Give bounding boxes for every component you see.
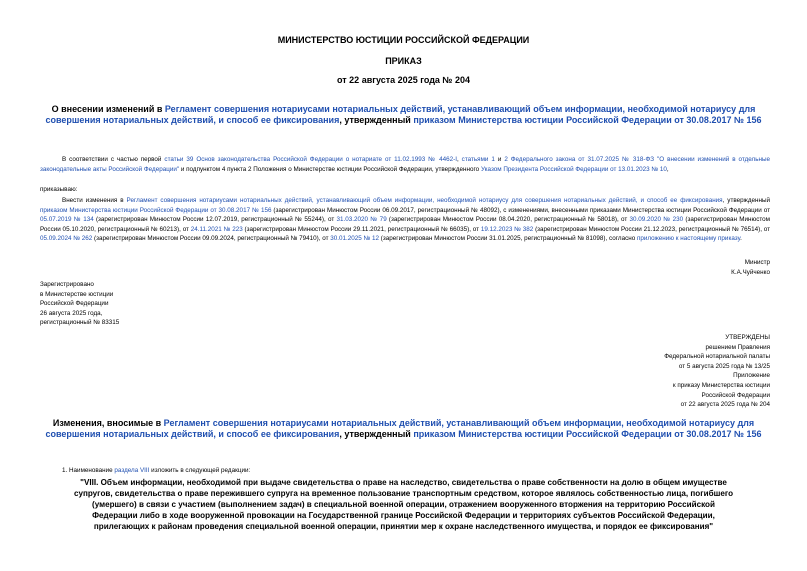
- order-title: [40, 104, 767, 126]
- quote-line: супругов, свидетельства о праве пережившего супруга на временное пользование транспортным средством, которое являлось собственностью лица, погибшего: [73, 489, 734, 498]
- annex-title: [40, 418, 767, 440]
- preamble-text: и подпунктом 4 пункта 2 Положения о Министерстве юстиции Российской Федерации, утвержденного: [179, 165, 481, 173]
- signature-name: К.А.Чуйченко: [731, 268, 770, 276]
- doc-type-heading: ПРИКАЗ: [385, 56, 422, 66]
- quote-line: прилегающих к районам проведения специальной военной операции, принятии мер к охране наследственного имущества, и порядок ее фиксирования": [93, 522, 714, 531]
- ministry-heading: МИНИСТЕРСТВО ЮСТИЦИИ РОССИЙСКОЙ ФЕДЕРАЦИИ: [277, 35, 530, 45]
- preamble-link-federal-law[interactable]: 2 Федерального закона от 31.07.2025 № 318-ФЗ "О внесении изменений в отдельные законодательные акты Российской Федерации": [40, 156, 771, 173]
- clause-text: (зарегистрирован Минюстом России 08.04.2020, регистрационный № 58018), от: [386, 216, 630, 224]
- registration-block: [40, 280, 240, 328]
- registration-line: Российской Федерации: [40, 300, 109, 308]
- section-viii-quote: [0, 477, 807, 532]
- preamble-link-decree[interactable]: Указом Президента Российской Федерации от 13.01.2023 № 10: [480, 165, 667, 173]
- doc-date-heading: от 22 августа 2025 года № 204: [337, 75, 470, 85]
- approval-line: от 5 августа 2025 года № 13/25: [678, 362, 770, 370]
- preamble-text: ,: [666, 165, 669, 173]
- approval-line: Российской Федерации: [701, 391, 770, 399]
- title-link-order-156[interactable]: приказом Министерства юстиции Российской Федерации от 30.08.2017 № 156: [413, 115, 762, 125]
- title-text-1: О внесении изменений в: [51, 104, 165, 114]
- registration-line: регистрационный № 83315: [40, 319, 120, 327]
- item-1: [62, 466, 250, 476]
- clause-link-order-230[interactable]: 30.09.2020 № 230: [629, 216, 684, 224]
- clause-link-order-79[interactable]: 31.03.2020 № 79: [336, 216, 387, 224]
- registration-line: 26 августа 2025 года,: [40, 309, 103, 317]
- preamble-text: ,: [456, 156, 462, 163]
- clause-link-order-262[interactable]: 05.09.2024 № 262: [40, 235, 93, 243]
- clause-link-reglament[interactable]: Регламент совершения нотариусами нотариальных действий, устанавливающий объем информации, необходимой нотариусу для совершения нотариальных действий, и способ ее фиксирования: [126, 197, 723, 204]
- approval-line: УТВЕРЖДЕНЫ: [725, 334, 770, 341]
- annex-title-link-reglament[interactable]: Регламент совершения нотариусами нотариальных действий, устанавливающий объем информации, необходимой нотариусу для совершения нотариальных действий, и способ ее фиксирования: [45, 418, 755, 439]
- title-link-reglament[interactable]: Регламент совершения нотариусами нотариальных действий, устанавливающий объем информации, необходимой нотариусу для совершения нотариальных действий, и способ ее фиксирования: [45, 104, 756, 125]
- approval-line: Федеральной нотариальной палаты: [664, 353, 770, 361]
- clause-text: .: [740, 235, 742, 243]
- clause-link-order-223[interactable]: 24.11.2021 № 223: [190, 225, 243, 233]
- approval-block: [520, 333, 770, 410]
- signature-block: [560, 258, 770, 277]
- annex-title-text-2: , утвержденный: [339, 429, 414, 439]
- clause-paragraph: [40, 196, 770, 244]
- clause-link-order-134[interactable]: 05.07.2019 № 134: [40, 216, 94, 224]
- approval-line: решением Правления: [705, 343, 770, 351]
- preamble-link-articles[interactable]: статьями 1: [461, 156, 495, 163]
- annex-title-link-order-156[interactable]: приказом Министерства юстиции Российской Федерации от 30.08.2017 № 156: [413, 429, 762, 439]
- annex-title-text-1: Изменения, вносимые в: [52, 418, 164, 428]
- order-word: приказываю:: [40, 186, 78, 193]
- clause-text: (зарегистрирован Минюстом России 06.09.2017, регистрационный № 48092), с изменениями, внесенными приказами Министерства юстиции Российской Федерации от: [271, 206, 771, 214]
- clause-text: Внести изменения в: [62, 197, 127, 204]
- approval-line: от 22 августа 2025 года № 204: [680, 401, 770, 409]
- clause-link-order-12[interactable]: 30.01.2025 № 12: [330, 235, 380, 243]
- item-1-link-section-viii[interactable]: раздела VIII: [114, 467, 150, 474]
- clause-link-order-156[interactable]: приказом Министерства юстиции Российской Федерации от 30.08.2017 № 156: [40, 206, 272, 214]
- clause-text: , утвержденный: [722, 197, 770, 204]
- approval-line: к приказу Министерства юстиции: [672, 381, 770, 389]
- approval-line: Приложение: [733, 372, 770, 380]
- title-text-2: , утвержденный: [339, 115, 414, 125]
- clause-text: (зарегистрирован Минюстом России 21.12.2023, регистрационный № 76514), от: [533, 225, 770, 233]
- preamble-link-notary-law[interactable]: статьи 39 Основ законодательства Российской Федерации о нотариате от 11.02.1993 № 4462-I: [164, 156, 457, 163]
- preamble-text: и: [494, 156, 505, 163]
- clause-text: (зарегистрирован Минюстом России 09.09.2024, регистрационный № 79410), от: [92, 235, 331, 243]
- clause-text: (зарегистрирован Минюстом России 29.11.2021, регистрационный № 66035), от: [242, 225, 481, 233]
- preamble-paragraph: [40, 155, 770, 174]
- quote-line: "VIII. Объем информации, необходимой при выдаче свидетельства о праве на наследство, свидетельства о праве собственности на долю в общем имуществе: [80, 478, 727, 487]
- quote-line: Федерации либо в ходе вооруженной провокации на Государственной границе Российской Федерации и территориях субъектов Российской Федерации,: [92, 511, 715, 520]
- clause-link-order-382[interactable]: 19.12.2023 № 382: [480, 225, 534, 233]
- quote-line: (умершего) в связи с участием (выполнением задач) в специальной военной операции, отражением вооруженного вторжения на территорию Российской: [92, 500, 715, 509]
- signature-position: Министр: [744, 259, 770, 266]
- item-1-text: изложить в следующей редакции:: [149, 467, 251, 474]
- clause-link-appendix[interactable]: приложению к настоящему приказу: [636, 235, 741, 243]
- registration-line: в Министерстве юстиции: [40, 290, 114, 298]
- item-1-text: 1. Наименование: [62, 467, 115, 474]
- clause-text: (зарегистрирован Минюстом России 05.10.2020, регистрационный № 60213), от: [40, 216, 771, 233]
- registration-line: Зарегистрировано: [40, 281, 94, 288]
- preamble-text: В соответствии с частью первой: [62, 156, 165, 163]
- clause-text: (зарегистрирован Минюстом России 12.07.2019, регистрационный № 55244), от: [93, 216, 337, 224]
- clause-text: (зарегистрирован Минюстом России 31.01.2025, регистрационный № 81098), согласно: [379, 235, 637, 243]
